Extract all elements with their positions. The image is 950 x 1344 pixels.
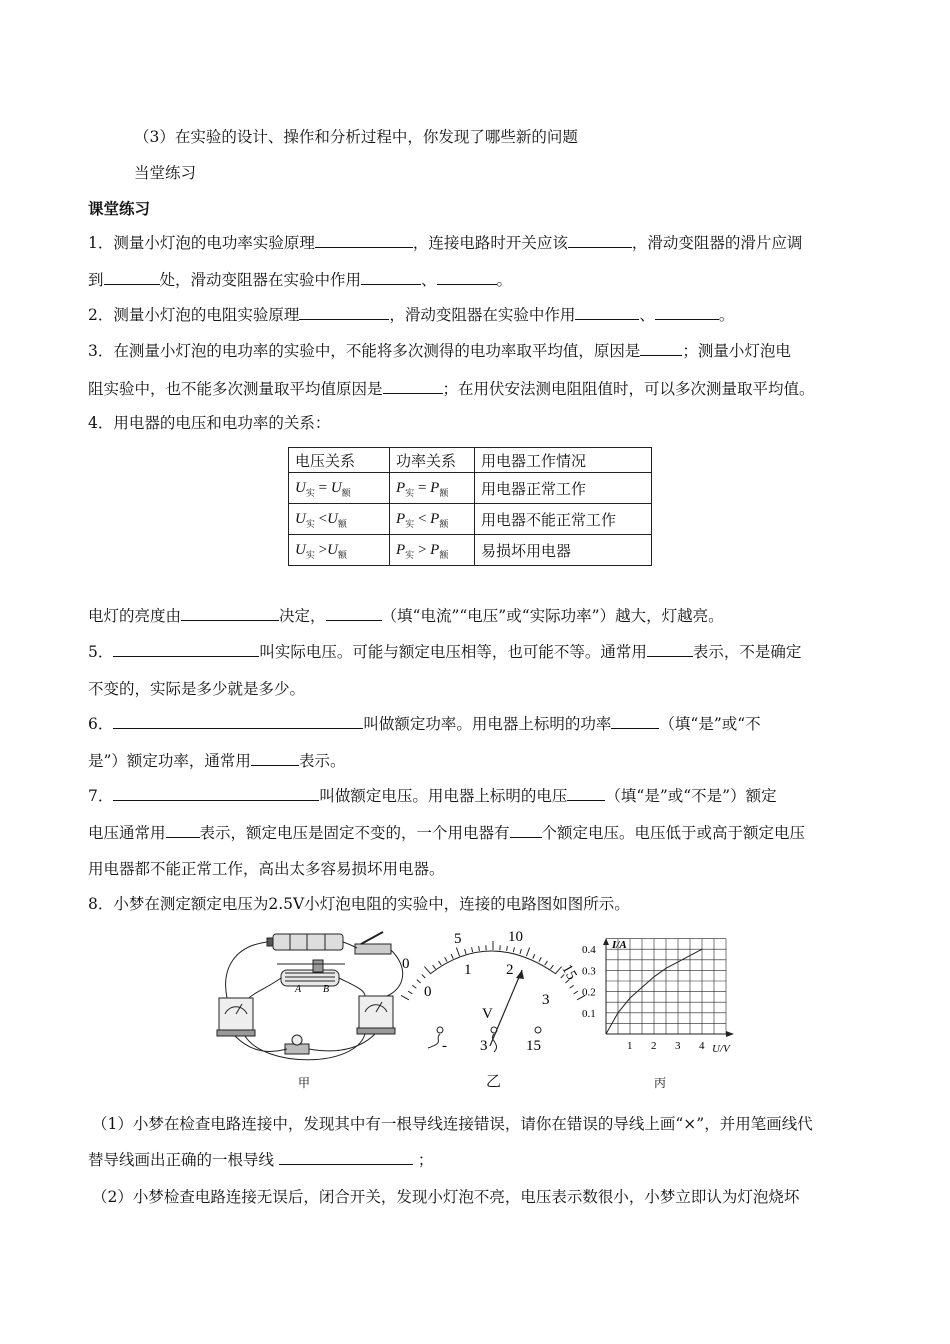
text: 个额定电压。电压低于或高于额定电压: [541, 824, 806, 842]
question-1-cont: [88, 270, 512, 290]
blank[interactable]: [251, 751, 299, 766]
blank[interactable]: [655, 305, 719, 320]
terminal-label: 15: [526, 1038, 541, 1054]
table-cell: $U_实 <U_额$: [289, 504, 390, 535]
question-4-cont: [88, 606, 724, 626]
dial-tick: [545, 961, 548, 965]
x-tick-label: 3: [675, 1040, 681, 1052]
blank[interactable]: [437, 270, 497, 285]
text: 电灯的亮度由: [88, 607, 182, 625]
caption-yi: 乙: [486, 1072, 502, 1090]
y-tick-label: 0.3: [582, 965, 596, 978]
blank[interactable]: [611, 714, 659, 729]
text: （填“是”或“不是”）额定: [605, 787, 777, 805]
text: 替导线画出正确的一根导线: [88, 1151, 275, 1169]
text: 1．测量小灯泡的电功率实验原理: [88, 234, 315, 252]
tick-label: 3: [542, 992, 550, 1008]
dial-tick: [424, 967, 430, 974]
figure-jia-circuit: [215, 928, 410, 1088]
dial-tick: [472, 947, 473, 952]
question-5-cont: 不变的，实际是多少就是多少。: [88, 680, 306, 698]
x-axis-label: U/V: [712, 1043, 730, 1055]
sub-question-1-cont: [88, 1150, 433, 1170]
question-3: [88, 341, 791, 361]
question-7-cont: [88, 823, 805, 843]
table-cell: $P_实 = P_额$: [390, 473, 475, 504]
text: 。: [718, 306, 735, 324]
text: ；在用伏安法测电阻阻值时，可以多次测量取平均值。: [442, 380, 815, 398]
question-5: [88, 642, 801, 662]
text: ，连接电路时开关应该: [412, 234, 568, 252]
text: 。: [496, 271, 513, 289]
table-header: 用电器工作情况: [475, 448, 652, 473]
text: ；: [417, 1151, 434, 1169]
blank[interactable]: [575, 305, 639, 320]
blank[interactable]: [113, 786, 319, 801]
table-cell: $P_实 < P_额$: [390, 504, 475, 535]
dial-tick: [445, 957, 447, 961]
x-tick-label: 4: [699, 1040, 705, 1052]
blank[interactable]: [383, 379, 443, 394]
y-tick-label: 0.2: [582, 986, 596, 999]
figure-bing-graph: [578, 936, 748, 1056]
text: 、: [421, 271, 437, 289]
text: 3．在测量小灯泡的电功率的实验中，不能将多次测得的电功率取平均值，原因是: [88, 342, 641, 360]
table-cell: 易损坏用电器: [475, 535, 652, 566]
table-cell: $U_实 >U_额$: [289, 535, 390, 566]
terminal-label: 3: [480, 1038, 488, 1054]
blank[interactable]: [166, 823, 200, 838]
question-2: [88, 305, 734, 325]
text: ，滑动变阻器在实验中作用: [389, 306, 576, 324]
dial-tick: [433, 965, 436, 969]
y-axis-label: I/A: [612, 939, 627, 951]
section-title: 课堂练习: [88, 199, 151, 218]
dial-tick: [479, 946, 480, 951]
caption-bing: 丙: [654, 1076, 667, 1090]
label-a: A: [295, 984, 302, 995]
sub-question-1: （1）小梦在检查电路连接中，发现其中有一根导线连接错误，请你在错误的导线上画“×”，并用笔画线代: [92, 1115, 813, 1133]
blank[interactable]: [361, 270, 421, 285]
text: 表示，额定电压是固定不变的，一个用电器有: [199, 824, 510, 842]
text: 是”）额定功率，通常用: [88, 752, 251, 770]
x-tick-label: 1: [627, 1040, 633, 1052]
question-6-cont: [88, 751, 345, 771]
text-line: 当堂练习: [134, 164, 197, 182]
question-3-cont: [88, 379, 815, 399]
text: 到: [88, 271, 104, 289]
text: 表示。: [298, 752, 346, 770]
y-tick-label: 0.4: [582, 944, 596, 957]
table-header: 功率关系: [390, 448, 475, 473]
text: ；测量小灯泡电: [682, 342, 791, 360]
dial-tick: [408, 991, 412, 994]
tick-label: 2: [506, 962, 514, 978]
tick-label: 10: [508, 929, 523, 945]
blank[interactable]: [113, 714, 363, 729]
upper-zero: 0: [402, 956, 410, 972]
text: 表示，不是确定: [692, 643, 802, 661]
text: 叫做额定功率。用电器上标明的功率: [363, 715, 612, 733]
unit-label: V: [482, 1006, 493, 1022]
blank[interactable]: [279, 1150, 413, 1165]
table-cell: $U_实 = U_额$: [289, 473, 390, 504]
text-line: （3）在实验的设计、操作和分析过程中，你发现了哪些新的问题: [134, 128, 578, 146]
text: 7．: [88, 787, 114, 805]
question-1: [88, 233, 802, 253]
blank[interactable]: [567, 786, 605, 801]
blank[interactable]: [299, 305, 389, 320]
dial-tick: [550, 965, 553, 969]
dial-tick: [439, 961, 442, 965]
text: 电压通常用: [88, 824, 166, 842]
question-6: [88, 714, 761, 734]
x-tick-label: 2: [651, 1040, 657, 1052]
dial-tick: [526, 948, 529, 956]
text: 叫实际电压。可能与额定电压相等，也可能不等。通常用: [259, 643, 647, 661]
table-cell: $P_实 > P_额$: [390, 535, 475, 566]
blank[interactable]: [315, 233, 413, 248]
text: 决定，: [279, 607, 326, 625]
blank[interactable]: [181, 606, 279, 621]
question-7: [88, 786, 777, 806]
tick-label: 15: [558, 961, 580, 983]
table-cell: 用电器正常工作: [475, 473, 652, 504]
question-4: 4．用电器的电压和电功率的关系：: [88, 414, 331, 432]
table-cell: 用电器不能正常工作: [475, 504, 652, 535]
sub-question-2: （2）小梦检查电路连接无误后，闭合开关，发现小灯泡不亮，电压表示数很小，小梦立即认为灯泡烧坏: [92, 1188, 800, 1206]
dial-tick: [456, 948, 459, 956]
blank[interactable]: [113, 642, 259, 657]
dial-tick: [422, 974, 426, 978]
text: 处，滑动变阻器在实验中作用: [159, 271, 362, 289]
label-b: B: [323, 984, 330, 995]
dial-tick: [533, 954, 535, 959]
text: 5．: [88, 643, 114, 661]
dial-tick: [507, 946, 508, 951]
dial-tick: [513, 947, 514, 952]
text: 叫做额定电压。用电器上标明的电压: [319, 787, 568, 805]
dial-tick: [520, 949, 521, 954]
table-header: 电压关系: [289, 448, 390, 473]
blank[interactable]: [647, 642, 693, 657]
blank[interactable]: [104, 270, 160, 285]
text: 、: [639, 306, 655, 324]
tick-label: 5: [454, 931, 462, 947]
y-tick-label: 0.1: [582, 1007, 596, 1020]
text: 2．测量小灯泡的电阻实验原理: [88, 306, 300, 324]
blank[interactable]: [568, 233, 632, 248]
question-7-cont2: 用电器都不能正常工作，高出太多容易损坏用电器。: [88, 860, 445, 878]
text: ，滑动变阻器的滑片应调: [631, 234, 803, 252]
blank[interactable]: [640, 341, 682, 356]
dial-tick: [412, 985, 416, 988]
dial-tick: [451, 954, 453, 959]
blank[interactable]: [510, 823, 542, 838]
dial-tick: [401, 995, 409, 999]
dial-needle: [490, 970, 522, 1046]
figure-yi-voltmeter: [398, 926, 588, 1066]
dial-tick: [465, 949, 466, 954]
text: （填“电流”“电压”或“实际功率”）越大，灯越亮。: [381, 607, 724, 625]
text: （填“是”或“不: [659, 715, 761, 733]
dial-tick: [570, 985, 574, 988]
relation-table: [288, 447, 652, 566]
terminal-label: -: [442, 1038, 447, 1054]
text: 6．: [88, 715, 114, 733]
dial-tick: [539, 957, 541, 961]
tick-label: 0: [424, 984, 432, 1000]
tick-label: 1: [464, 962, 472, 978]
blank[interactable]: [326, 606, 382, 621]
text: 阻实验中，也不能多次测量取平均值原因是: [88, 380, 383, 398]
dial-tick: [417, 980, 421, 983]
caption-jia: 甲: [298, 1076, 311, 1090]
question-8: 8．小梦在测定额定电压为2.5V小灯泡电阻的实验中，连接的电路图如图所示。: [88, 895, 630, 913]
